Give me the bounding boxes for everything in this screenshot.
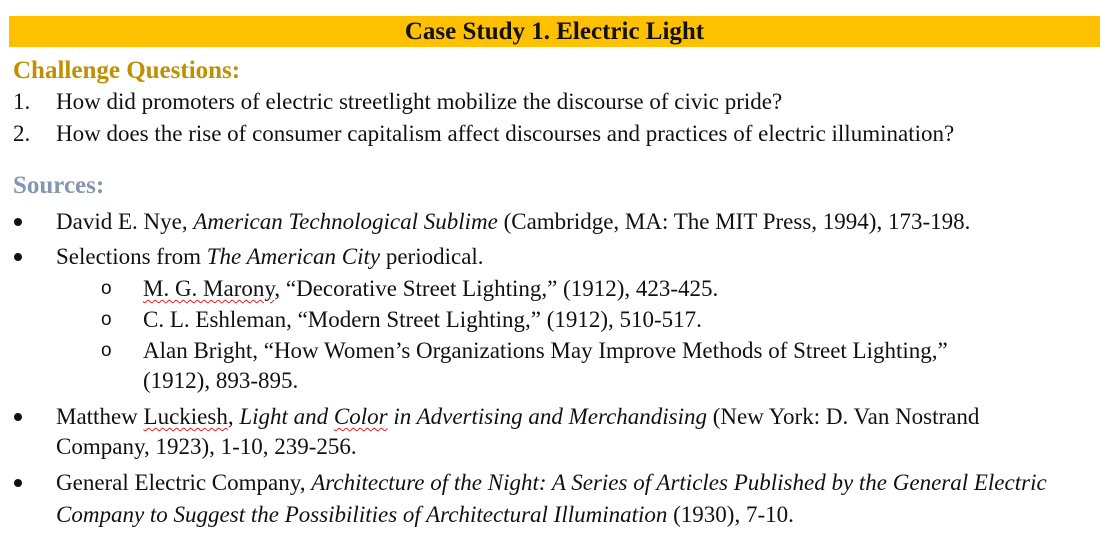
question-number: 1. xyxy=(13,89,31,114)
source-item-continuation: Company, 1923), 1-10, 239-256. xyxy=(56,434,357,459)
source-title: The American City xyxy=(206,244,381,269)
bullet-icon xyxy=(14,413,22,421)
sources-heading: Sources: xyxy=(13,172,105,199)
source-details: periodical. xyxy=(380,244,484,269)
source-details: (1930), 7-10. xyxy=(667,502,794,527)
source-item-continuation xyxy=(56,501,794,529)
source-author: General Electric Company, xyxy=(56,470,312,495)
source-author: David E. Nye, xyxy=(56,209,194,234)
source-title: Company to Suggest the Possibilities of Architectural Illumination xyxy=(56,502,668,527)
source-separator: , xyxy=(227,404,240,429)
sub-source-item: Alan Bright, “How Women’s Organizations May Improve Methods of Street Lighting,” xyxy=(143,338,948,363)
circle-bullet-icon: o xyxy=(101,340,112,361)
sub-source-item xyxy=(143,275,718,303)
sub-source-item-continuation: (1912), 893-895. xyxy=(143,368,299,393)
bullet-icon xyxy=(14,479,22,487)
challenge-questions-heading: Challenge Questions: xyxy=(13,57,241,84)
source-item xyxy=(56,208,970,236)
question-number: 2. xyxy=(13,121,31,146)
sub-source-author: M. G. Marony xyxy=(143,276,275,301)
source-details: (New York: D. Van Nostrand xyxy=(707,404,980,429)
circle-bullet-icon: o xyxy=(101,309,112,330)
source-title-part: Color xyxy=(333,404,388,429)
source-prefix: Selections from xyxy=(56,244,207,269)
question-text: How did promoters of electric streetlight mobilize the discourse of civic pride? xyxy=(56,89,783,114)
page-title: Case Study 1. Electric Light xyxy=(404,18,705,45)
bullet-icon xyxy=(14,253,22,261)
source-item xyxy=(56,243,484,271)
question-text: How does the rise of consumer capitalism affect discourses and practices of electric illumination? xyxy=(56,121,955,146)
title-banner xyxy=(9,16,1100,47)
circle-bullet-icon: o xyxy=(101,278,112,299)
bullet-icon xyxy=(14,218,22,226)
source-title-part: in Advertising and Merchandising xyxy=(387,404,708,429)
source-item xyxy=(56,403,979,431)
sub-source-details: , “Decorative Street Lighting,” (1912), 423-425. xyxy=(274,276,719,301)
source-item xyxy=(56,469,1047,497)
source-title: Architecture of the Night: A Series of Articles Published by the General Electric xyxy=(311,470,1047,495)
source-title xyxy=(239,404,707,429)
sub-source-item: C. L. Eshleman, “Modern Street Lighting,” (1912), 510-517. xyxy=(143,307,702,332)
source-title-part: Light and xyxy=(239,404,334,429)
source-title: American Technological Sublime xyxy=(193,209,498,234)
source-details: (Cambridge, MA: The MIT Press, 1994), 173-198. xyxy=(497,209,971,234)
source-author-surname: Luckiesh xyxy=(143,404,228,429)
source-author-first: Matthew xyxy=(56,404,144,429)
